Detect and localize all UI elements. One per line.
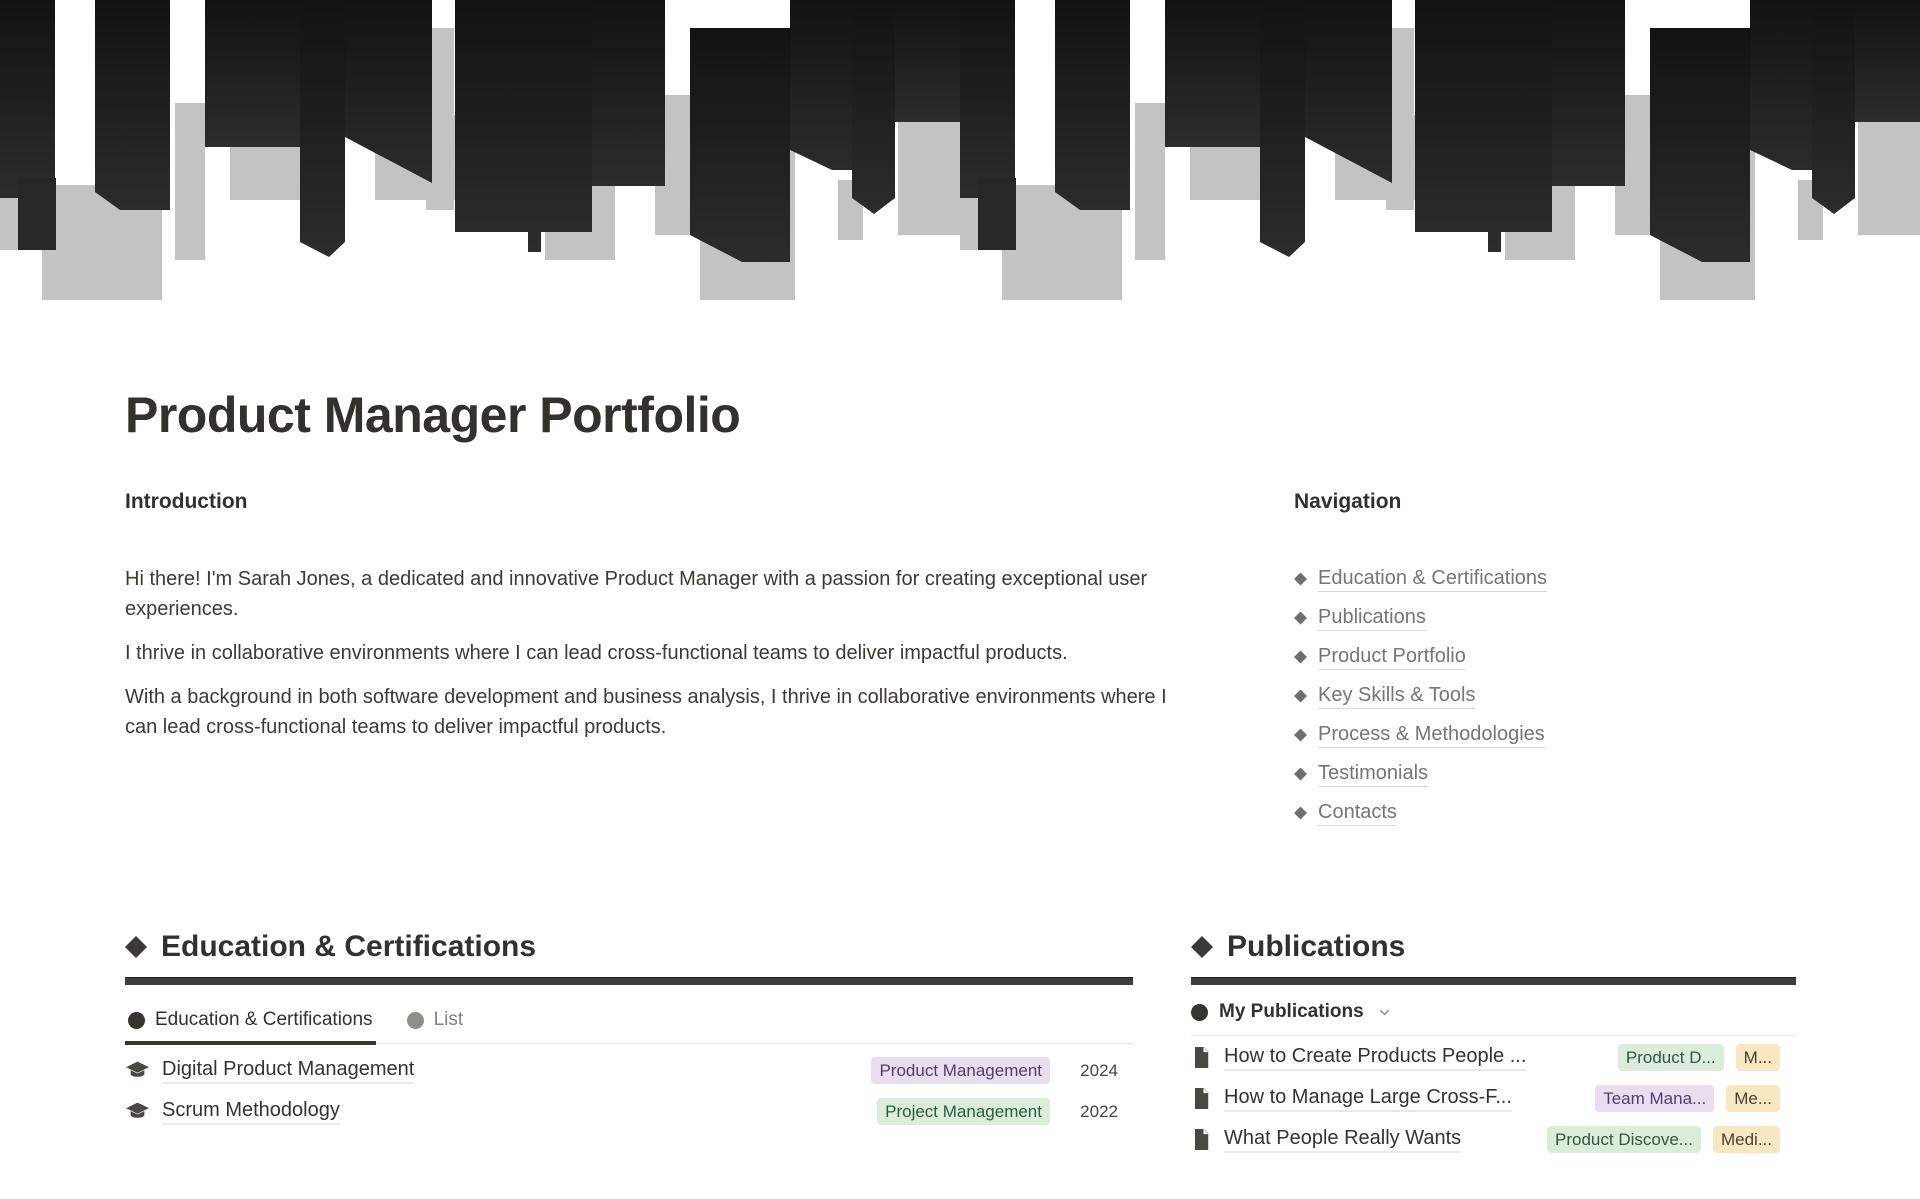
tag-group: [1595, 1085, 1780, 1112]
circle-icon: [407, 1012, 424, 1029]
tag-group: [1618, 1044, 1780, 1071]
circle-icon: [128, 1012, 145, 1029]
nav-link-label: Process & Methodologies: [1318, 723, 1545, 748]
tag: Me...: [1726, 1085, 1780, 1112]
education-rows: [125, 1050, 1133, 1132]
introduction-section: [125, 490, 1198, 837]
education-section: [125, 929, 1133, 1160]
view-tab[interactable]: [125, 995, 376, 1043]
section-divider: [125, 977, 1133, 985]
nav-link[interactable]: [1294, 759, 1796, 789]
tag: Product Discove...: [1547, 1126, 1701, 1153]
diamond-icon: [1294, 573, 1307, 586]
nav-link[interactable]: [1294, 798, 1796, 828]
graduation-cap-icon: [125, 1058, 150, 1083]
row-title[interactable]: How to Manage Large Cross-F...: [1224, 1086, 1512, 1112]
page-icon: [1191, 1086, 1212, 1111]
education-row[interactable]: [125, 1050, 1133, 1091]
row-title[interactable]: Digital Product Management: [162, 1058, 414, 1084]
tag: Project Management: [877, 1098, 1050, 1125]
year: 2024: [1080, 1060, 1118, 1080]
diamond-icon: [125, 936, 147, 958]
nav-link[interactable]: [1294, 603, 1796, 633]
nav-link-label: Education & Certifications: [1318, 567, 1547, 592]
navigation-list: [1294, 564, 1796, 837]
intro-paragraph: Hi there! I'm Sarah Jones, a dedicated and innovative Product Manager with a passion for creating exceptional user experiences.: [125, 568, 1148, 620]
view-tab[interactable]: [404, 995, 467, 1043]
row-title[interactable]: Scrum Methodology: [162, 1099, 340, 1125]
intro-paragraph: I thrive in collaborative environments where I can lead cross-functional teams to deliver impactful products.: [125, 642, 1068, 664]
nav-link-label: Product Portfolio: [1318, 645, 1466, 670]
chevron-down-icon: [1377, 1005, 1392, 1020]
tab-label: Education & Certifications: [155, 1009, 373, 1030]
publications-heading: Publications: [1191, 929, 1796, 965]
cover-image-skyline: [0, 0, 1920, 306]
nav-link[interactable]: [1294, 642, 1796, 672]
row-title[interactable]: How to Create Products People ...: [1224, 1045, 1526, 1071]
nav-link-label: Key Skills & Tools: [1318, 684, 1475, 709]
page-icon: [1191, 1045, 1212, 1070]
row-title[interactable]: What People Really Wants: [1224, 1127, 1461, 1153]
nav-link-label: Contacts: [1318, 801, 1397, 826]
navigation-heading: Navigation: [1294, 490, 1402, 513]
publications-section: [1191, 929, 1796, 1160]
circle-icon: [1191, 1004, 1208, 1021]
page-icon: [1191, 1127, 1212, 1152]
bottom-columns: [125, 929, 1796, 1160]
page-content: [0, 386, 1920, 1160]
publication-row[interactable]: [1191, 1119, 1796, 1160]
education-heading: Education & Certifications: [125, 929, 1133, 965]
introduction-heading: Introduction: [125, 490, 248, 513]
year: 2022: [1080, 1101, 1118, 1121]
publications-group-label: My Publications: [1219, 1001, 1364, 1022]
publication-row[interactable]: [1191, 1037, 1796, 1078]
nav-link[interactable]: [1294, 564, 1796, 594]
publication-rows: [1191, 1037, 1796, 1160]
diamond-icon: [1294, 612, 1307, 625]
nav-link-label: Publications: [1318, 606, 1426, 631]
education-row[interactable]: [125, 1091, 1133, 1132]
tag: Medi...: [1713, 1126, 1780, 1153]
diamond-icon: [1294, 768, 1307, 781]
diamond-icon: [1191, 936, 1213, 958]
page-title: Product Manager Portfolio: [125, 387, 741, 443]
publication-row[interactable]: [1191, 1078, 1796, 1119]
tag: Product Management: [871, 1057, 1050, 1084]
tag-group: [1547, 1126, 1780, 1153]
nav-link[interactable]: [1294, 720, 1796, 750]
education-tabs: [125, 995, 1133, 1044]
tag: Product D...: [1618, 1044, 1724, 1071]
navigation-section: [1294, 490, 1796, 837]
tag: M...: [1736, 1044, 1780, 1071]
publications-group-toggle[interactable]: [1191, 1001, 1796, 1036]
graduation-cap-icon: [125, 1099, 150, 1124]
nav-link-label: Testimonials: [1318, 762, 1428, 787]
section-divider: [1191, 977, 1796, 985]
tab-label: List: [433, 1009, 464, 1030]
intro-paragraph: With a background in both software development and business analysis, I thrive in collaborative environments where I can lead cross-functional teams to deliver impactful products.: [125, 686, 1167, 738]
diamond-icon: [1294, 807, 1307, 820]
tag: Team Mana...: [1595, 1085, 1714, 1112]
diamond-icon: [1294, 651, 1307, 664]
diamond-icon: [1294, 729, 1307, 742]
diamond-icon: [1294, 690, 1307, 703]
nav-link[interactable]: [1294, 681, 1796, 711]
top-columns: [125, 490, 1796, 837]
